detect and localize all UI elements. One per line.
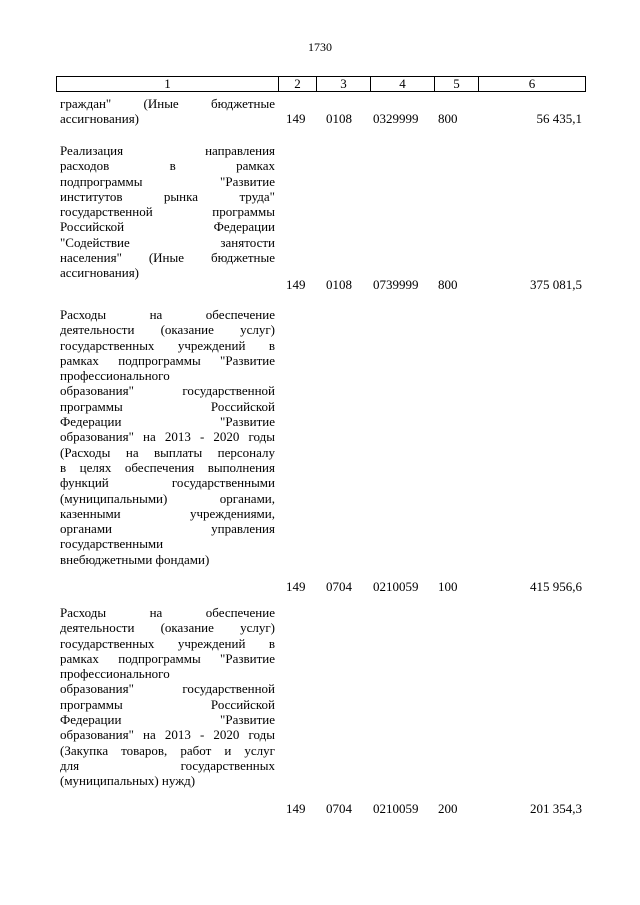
cell-ministry-code: 149 xyxy=(286,579,306,594)
description-line: Расходы на обеспечение xyxy=(60,605,275,620)
header-col-2: 2 xyxy=(279,77,317,91)
cell-target-code: 0739999 xyxy=(373,277,419,292)
description-line: Российской Федерации xyxy=(60,219,275,235)
page-number: 1730 xyxy=(308,40,332,54)
description-line: рамках подпрограммы "Развитие xyxy=(60,352,275,368)
cell-amount: 375 081,5 xyxy=(530,277,582,292)
description-line: органами управления xyxy=(60,521,275,537)
description-line: образования" на 2013 - 2020 годы xyxy=(60,429,275,445)
header-col-4: 4 xyxy=(371,77,435,91)
cell-ministry-code: 149 xyxy=(286,111,306,126)
description-line: казенными учреждениями, xyxy=(60,505,275,521)
description-line: (Расходы на выплаты персоналу xyxy=(60,444,275,460)
description-line: деятельности (оказание услуг) xyxy=(60,322,275,338)
cell-target-code: 0210059 xyxy=(373,579,419,594)
description-line: (муниципальными) органами, xyxy=(60,490,275,506)
cell-expense-type: 200 xyxy=(438,801,458,816)
description-line: в целях обеспечения выполнения xyxy=(60,459,275,475)
description-line: расходов в рамках xyxy=(60,158,275,174)
row-description xyxy=(60,307,275,567)
table-header-row xyxy=(56,76,586,92)
description-line: для государственных xyxy=(60,757,275,773)
header-col-5: 5 xyxy=(435,77,479,91)
cell-ministry-code: 149 xyxy=(286,801,306,816)
row-description xyxy=(60,96,275,127)
cell-target-code: 0329999 xyxy=(373,111,419,126)
cell-target-code: 0210059 xyxy=(373,801,419,816)
description-line: государственных учреждений в xyxy=(60,635,275,651)
description-line: ассигнования) xyxy=(60,111,140,127)
cell-expense-type: 100 xyxy=(438,579,458,594)
cell-section-code: 0704 xyxy=(326,579,352,594)
description-line: Расходы на обеспечение xyxy=(60,307,275,322)
description-line: "Содействие занятости xyxy=(60,234,275,250)
description-line: профессионального xyxy=(60,368,170,384)
description-line: ассигнования) xyxy=(60,265,140,281)
row-description xyxy=(60,605,275,789)
cell-section-code: 0704 xyxy=(326,801,352,816)
row-description xyxy=(60,143,275,281)
cell-expense-type: 800 xyxy=(438,277,458,292)
description-line: населения" (Иные бюджетные xyxy=(60,250,275,266)
description-line: профессионального xyxy=(60,666,170,682)
description-line: Федерации "Развитие xyxy=(60,414,275,430)
header-col-3: 3 xyxy=(317,77,371,91)
header-col-1: 1 xyxy=(57,77,279,91)
description-line: подпрограммы "Развитие xyxy=(60,173,275,189)
description-line: программы Российской xyxy=(60,696,275,712)
description-line: государственных учреждений в xyxy=(60,337,275,353)
description-line: государственной программы xyxy=(60,204,275,220)
cell-expense-type: 800 xyxy=(438,111,458,126)
description-line: программы Российской xyxy=(60,398,275,414)
description-line: образования" на 2013 - 2020 годы xyxy=(60,727,275,743)
description-line: рамках подпрограммы "Развитие xyxy=(60,650,275,666)
description-line: государственными xyxy=(60,536,164,552)
description-line: Федерации "Развитие xyxy=(60,712,275,728)
description-line: образования" государственной xyxy=(60,681,275,697)
description-line: (Закупка товаров, работ и услуг xyxy=(60,742,275,758)
header-col-6: 6 xyxy=(528,76,536,91)
description-line: образования" государственной xyxy=(60,383,275,399)
cell-section-code: 0108 xyxy=(326,277,352,292)
cell-amount: 56 435,1 xyxy=(536,111,582,126)
description-line: Реализация направления xyxy=(60,143,275,158)
description-line: внебюджетными фондами) xyxy=(60,551,210,567)
description-line: (муниципальных) нужд) xyxy=(60,773,196,789)
cell-section-code: 0108 xyxy=(326,111,352,126)
description-line: деятельности (оказание услуг) xyxy=(60,620,275,636)
cell-amount: 201 354,3 xyxy=(530,801,582,816)
description-line: институтов рынка труда" xyxy=(60,188,275,204)
description-line: функций государственными xyxy=(60,475,275,491)
cell-amount: 415 956,6 xyxy=(530,579,582,594)
description-line: граждан" (Иные бюджетные xyxy=(60,96,275,111)
cell-ministry-code: 149 xyxy=(286,277,306,292)
